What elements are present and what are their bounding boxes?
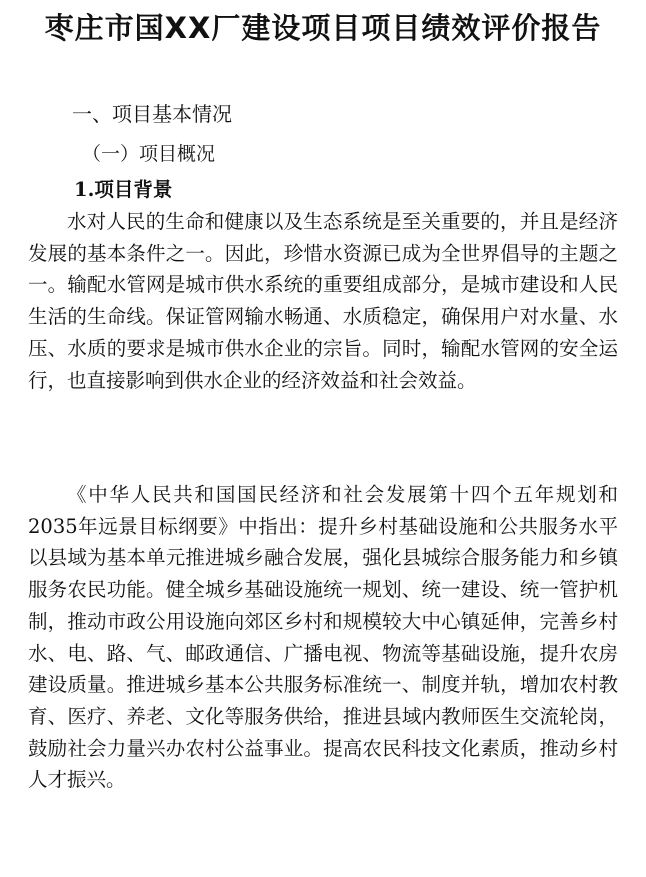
document-title: 枣庄市国XX厂建设项目项目绩效评价报告 (44, 11, 602, 45)
subsubsection-heading: 1.项目背景 (74, 178, 173, 201)
subsection-heading: （一）项目概况 (82, 143, 216, 165)
body-paragraph: 水对人民的生命和健康以及生态系统是至关重要的，并且是经济发展的基本条件之一。因此，珍惜水资源已成为全世界倡导的主题之一。输配水管网是城市供水系统的重要组成部分，是城市建设和人民生活的生命线。保证管网输水畅通、水质稳定，确保用户对水量、水压、水质的要求是城市供水企业的宗旨。同时，输配水管网的安全运行，也直接影响到供水企业的经济效益和社会效益。 (28, 210, 618, 392)
body-paragraph: 《中华人民共和国国民经济和社会发展第十四个五年规划和2035年远景目标纲要》中指出：提升乡村基础设施和公共服务水平以县域为基本单元推进城乡融合发展，强化县城综合服务能力和乡镇服务农民功能。健全城乡基础设施统一规划、统一建设、统一管护机制，推动市政公用设施向郊区乡村和规模较大中心镇延伸，完善乡村水、电、路、气、邮政通信、广播电视、物流等基础设施，提升农房建设质量。推进城乡基本公共服务标准统一、制度并轨，增加农村教育、医疗、养老、文化等服务供给，推进县域内教师医生交流轮岗，鼓励社会力量兴办农村公益事业。提高农民科技文化素质，推动乡村人才振兴。 (28, 483, 618, 792)
section-heading: 一、项目基本情况 (72, 102, 232, 126)
